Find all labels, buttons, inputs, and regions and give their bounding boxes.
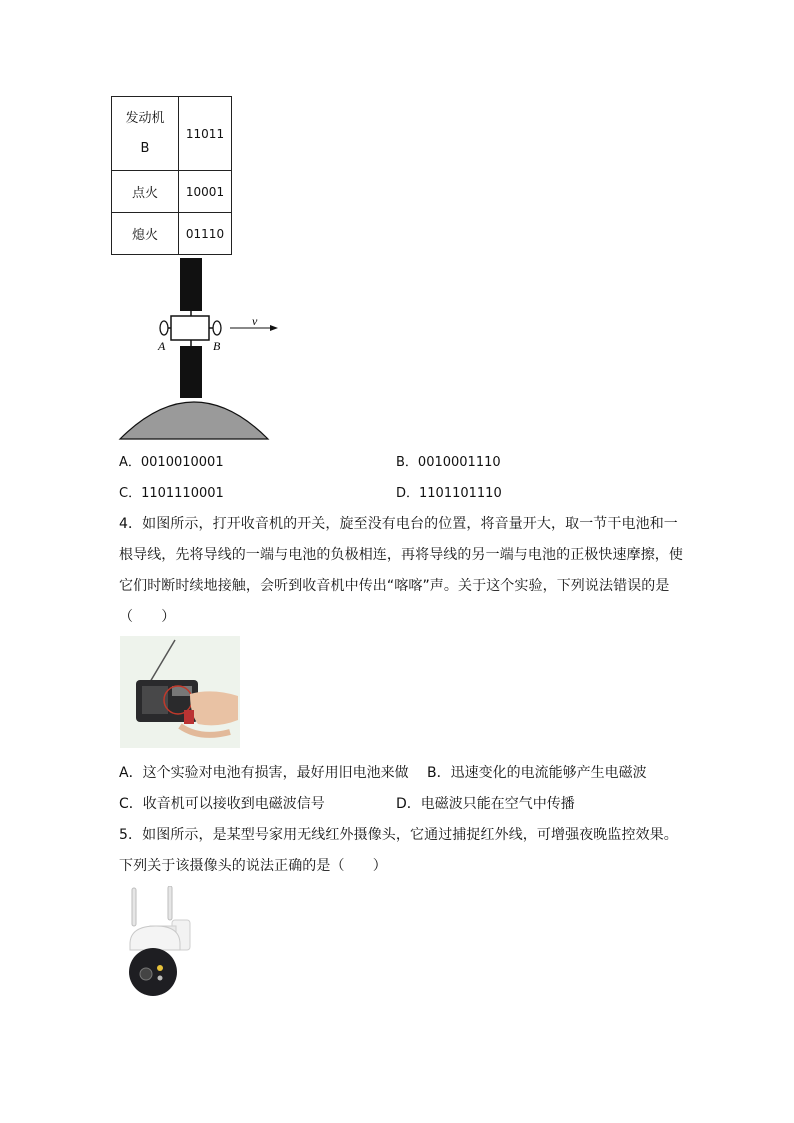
antenna-left	[132, 888, 136, 926]
q4-line4: （ ）	[119, 609, 176, 625]
engine-label-line2: B	[140, 140, 150, 156]
q3-option-c[interactable]: C．1101110001	[119, 486, 224, 501]
camera-dome	[129, 948, 177, 996]
engine-b-icon	[213, 321, 221, 335]
camera-lens	[140, 968, 152, 980]
engine-label-line1: 发动机	[125, 110, 165, 126]
q3-option-b[interactable]: B．0010001110	[396, 455, 501, 470]
satellite-body	[171, 316, 209, 340]
table-cell-engine-b	[112, 97, 179, 171]
table-cell-code: 01110	[179, 213, 232, 255]
label-a: A	[158, 339, 166, 353]
table-cell-ignite: 点火	[112, 171, 179, 213]
hands	[190, 691, 238, 725]
solar-panel-bottom	[180, 346, 202, 398]
q3-option-d[interactable]: D．1101101110	[396, 486, 502, 501]
q5-line1: 5．如图所示，是某型号家用无线红外摄像头，它通过捕捉红外线，可增强夜晚监控效果。	[119, 827, 678, 843]
velocity-label: v	[252, 314, 258, 328]
radio-photo	[120, 636, 240, 748]
solar-panel-top	[180, 258, 202, 311]
earth-surface	[120, 402, 268, 439]
q4-line3: 它们时断时续地接触，会听到收音机中传出“喀喀”声。关于这个实验，下列说法错误的是	[119, 578, 670, 594]
q4-line2: 根导线，先将导线的一端与电池的负极相连，再将导线的另一端与电池的正极快速摩擦，使	[119, 547, 683, 563]
q4-option-a[interactable]: A．这个实验对电池有损害，最好用旧电池来做	[119, 765, 409, 781]
camera-housing	[130, 926, 180, 950]
antenna-right	[168, 886, 172, 920]
table-cell-shutdown: 熄火	[112, 213, 179, 255]
q5-line2: 下列关于该摄像头的说法正确的是（ ）	[119, 858, 387, 874]
q3-option-a[interactable]: A．0010010001	[119, 455, 224, 470]
q4-option-d[interactable]: D．电磁波只能在空气中传播	[396, 796, 575, 812]
engine-code-table	[111, 96, 232, 255]
q4-option-b[interactable]: B．迅速变化的电流能够产生电磁波	[427, 765, 647, 781]
camera-photo	[122, 886, 194, 1000]
satellite-figure	[110, 255, 290, 445]
engine-a-icon	[160, 321, 168, 335]
q4-line1: 4．如图所示，打开收音机的开关，旋至没有电台的位置，将音量开大，取一节干电池和一	[119, 516, 678, 532]
q4-option-c[interactable]: C．收音机可以接收到电磁波信号	[119, 796, 325, 812]
label-b: B	[213, 339, 221, 353]
table-cell-code: 10001	[179, 171, 232, 213]
table-cell-code: 11011	[179, 97, 232, 171]
